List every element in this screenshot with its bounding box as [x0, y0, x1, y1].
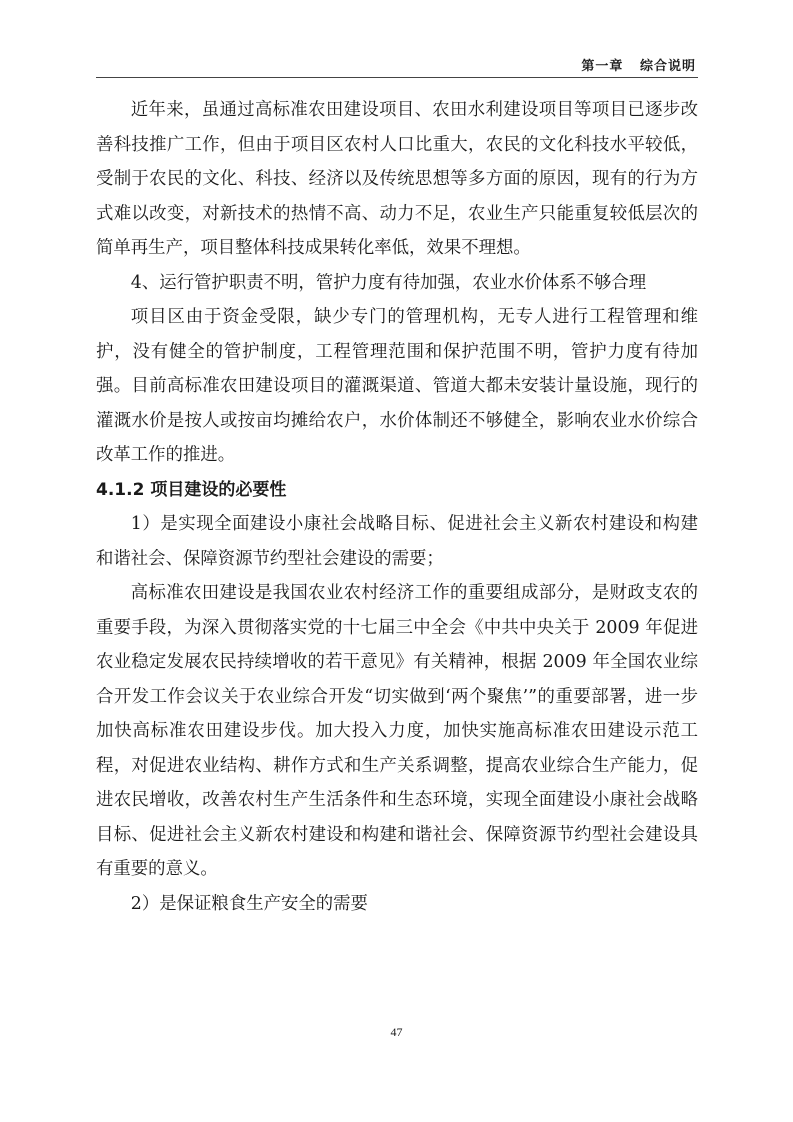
running-header	[581, 55, 696, 74]
paragraph: 项目区由于资金受限，缺少专门的管理机构，无专人进行工程管理和维护，没有健全的管护制度，工程管理范围和保护范围不明，管护力度有待加强。目前高标准农田建设项目的灌溉渠道、管道大都未安装计量设施，现行的灌溉水价是按人或按亩均摊给农户，水价体制还不够健全，影响农业水价综合改革工作的推进。	[96, 307, 698, 465]
header-title: 综合说明	[639, 59, 696, 74]
paragraph-item-heading: 1）是实现全面建设小康社会战略目标、促进社会主义新农村建设和构建和谐社会、保障资源节约型社会建设的需要；	[96, 514, 698, 569]
paragraph: 高标准农田建设是我国农业农村经济工作的重要组成部分，是财政支农的重要手段，为深入贯彻落实党的十七届三中全会《中共中央关于 2009 年促进农业稳定发展农民持续增收的若干意见》有关精神，根据 2009 年全国农业综合开发工作会议关于农业综合开发“切实做到‘两个聚焦’”的重要部署，进一步加快高标准农田建设步伐。加大投入力度，加快实施高标准农田建设示范工程，对促进农业结构、耕作方式和生产关系调整，提高农业综合生产能力，促进农民增收，改善农村生产生活条件和生态环境，实现全面建设小康社会战略目标、促进社会主义新农村建设和构建和谐社会、保障资源节约型社会建设具有重要的意义。	[96, 583, 698, 879]
header-divider	[96, 77, 698, 78]
page-body	[96, 93, 698, 921]
paragraph: 近年来，虽通过高标准农田建设项目、农田水利建设项目等项目已逐步改善科技推广工作，但由于项目区农村人口比重大，农民的文化科技水平较低，受制于农民的文化、科技、经济以及传统思想等多方面的原因，现有的行为方式难以改变，对新技术的热情不高、动力不足，农业生产只能重复较低层次的简单再生产，项目整体科技成果转化率低，效果不理想。	[96, 100, 698, 258]
paragraph-item-heading: 4、运行管护职责不明，管护力度有待加强，农业水价体系不够合理	[130, 272, 647, 293]
header-chapter: 第一章	[581, 59, 624, 74]
page-number: 47	[390, 1025, 403, 1039]
section-heading: 4.1.2 项目建设的必要性	[96, 479, 287, 500]
paragraph-item-heading: 2）是保证粮食生产安全的需要	[130, 893, 368, 914]
